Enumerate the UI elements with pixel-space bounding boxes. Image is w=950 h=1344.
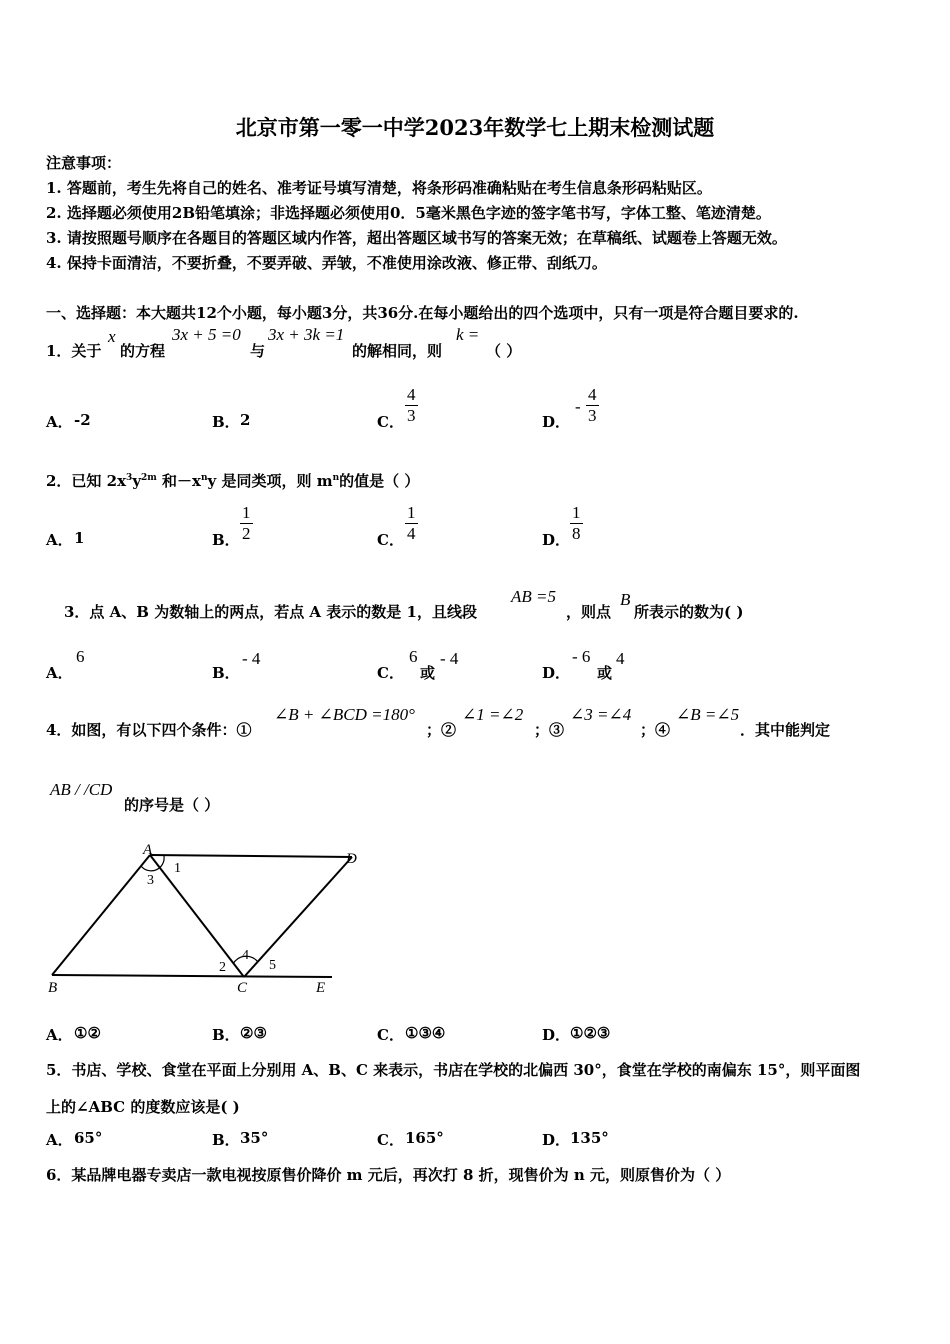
notice-heading: 注意事项： <box>46 154 122 172</box>
q5-option-d-label: D． <box>542 1131 571 1149</box>
label-angle-5: 5 <box>269 958 276 973</box>
q2-text-2: y <box>132 472 142 490</box>
q1-text-5: （ ） <box>486 342 522 360</box>
label-e: E <box>316 980 326 996</box>
q4-option-d-label: D． <box>542 1026 571 1044</box>
q1-option-d-fraction <box>586 385 599 426</box>
q1-c-denominator: 3 <box>407 406 416 425</box>
q5-line-1: 5．书店、学校、食堂在平面上分别用 A、B、C 来表示，书店在学校的北偏西 30°，食堂在学校的南偏东 15°，则平面图 <box>46 1061 861 1079</box>
q3-option-c-1: 6 <box>409 647 418 666</box>
label-d: D <box>346 851 357 867</box>
q3-equation: AB =5 <box>511 587 556 606</box>
q3-var-b: B <box>620 590 631 609</box>
q4-option-d: ①②③ <box>570 1024 611 1042</box>
q1-d-sign: - <box>575 397 581 416</box>
q5-option-c-label: C． <box>377 1131 404 1149</box>
q2-option-d-label: D． <box>542 531 571 549</box>
q4-condition-3: ∠3 =∠4 <box>570 705 632 724</box>
q4-text-2: ．其中能判定 <box>740 721 831 739</box>
q1-option-c-label: C． <box>377 413 404 431</box>
q3-option-c-or: 或 <box>420 664 436 682</box>
q3-option-a-label: A． <box>46 664 73 682</box>
q2-text-1: 2．已知 2x <box>46 472 127 490</box>
q3-option-b-label: B． <box>212 664 240 682</box>
q2-text-5: 的值是（ ） <box>339 472 420 490</box>
q1-text-1: 1．关于 <box>46 342 102 360</box>
q1-equation-1: 3x + 5 =0 <box>172 325 241 344</box>
q4-condition-4: ∠B =∠5 <box>676 705 740 724</box>
q5-option-c: 165° <box>405 1129 444 1147</box>
label-b: B <box>48 980 58 996</box>
q4-text-3: 的序号是（ ） <box>124 796 220 814</box>
q1-text-2: 的方程 <box>120 342 166 360</box>
q5-option-d: 135° <box>570 1129 609 1147</box>
q3-option-c-2: - 4 <box>440 649 459 668</box>
q2-b-numerator: 1 <box>242 503 251 522</box>
q2-b-denominator: 2 <box>242 524 251 543</box>
segment-ad <box>150 855 352 857</box>
q4-figure <box>40 835 357 1000</box>
q2-d-denominator: 8 <box>572 524 581 543</box>
q2-option-b-fraction <box>240 503 253 544</box>
notice-item-1: 1. 答题前，考生先将自己的姓名、准考证号填写清楚，将条形码准确粘贴在考生信息条形码粘贴区。 <box>46 179 712 197</box>
q5-option-a-label: A． <box>46 1131 73 1149</box>
q4-sep-1: ；② <box>426 721 457 739</box>
segment-be <box>52 975 332 977</box>
q4-sep-3: ；④ <box>640 721 671 739</box>
q4-option-c-label: C． <box>377 1026 404 1044</box>
q3-option-b: - 4 <box>242 649 261 668</box>
q5-option-b-label: B． <box>212 1131 240 1149</box>
q2-sup-1: 3 <box>126 473 133 483</box>
label-angle-2: 2 <box>219 960 226 975</box>
q1-var-k: k = <box>456 325 480 344</box>
q3-option-c-label: C． <box>377 664 404 682</box>
question-2-stem <box>46 470 419 491</box>
q2-sup-2: 2m <box>141 473 157 483</box>
q1-equation-2: 3x + 3k =1 <box>268 325 345 344</box>
notice-item-3: 3. 请按照题号顺序在各题目的答题区域内作答，超出答题区域书写的答案无效；在草稿纸、试题卷上答题无效。 <box>46 229 787 247</box>
q5-line-2: 上的∠ABC 的度数应该是( ) <box>46 1098 240 1116</box>
label-c: C <box>237 980 248 996</box>
q5-option-a: 65° <box>74 1129 103 1147</box>
q4-condition-1: ∠B + ∠BCD =180° <box>274 705 415 724</box>
notice-item-4: 4. 保持卡面清洁，不要折叠，不要弄破、弄皱，不准使用涂改液、修正带、刮纸刀。 <box>46 254 607 272</box>
q1-d-numerator: 4 <box>588 385 597 404</box>
q2-option-c-fraction <box>405 503 418 544</box>
segment-cd <box>244 857 352 977</box>
q3-text-1: 3．点 A、B 为数轴上的两点，若点 A 表示的数是 1，且线段 <box>64 603 477 621</box>
q4-sep-2: ；③ <box>534 721 565 739</box>
q2-d-numerator: 1 <box>572 503 581 522</box>
label-angle-4: 4 <box>242 948 249 963</box>
q4-option-b-label: B． <box>212 1026 240 1044</box>
q4-option-a: ①② <box>74 1024 101 1042</box>
segment-ab <box>52 855 150 975</box>
label-a: A <box>143 842 153 858</box>
q2-option-a: 1 <box>74 529 85 547</box>
q2-text-4: y 是同类项，则 m <box>207 472 333 490</box>
q1-option-c-fraction <box>405 385 418 426</box>
q3-text-2: ，则点 <box>566 603 612 621</box>
q1-option-a: -2 <box>74 411 91 429</box>
q6-stem: 6．某品牌电器专卖店一款电视按原售价降价 m 元后，再次打 8 折，现售价为 n 元，则原售价为（ ） <box>46 1166 731 1184</box>
q4-option-c: ①③④ <box>405 1024 446 1042</box>
q1-c-numerator: 4 <box>407 385 416 404</box>
q4-text-1: 4．如图，有以下四个条件：① <box>46 721 252 739</box>
q1-option-d-label: D． <box>542 413 571 431</box>
q2-option-b-label: B． <box>212 531 240 549</box>
section-heading: 一、选择题：本大题共12个小题，每小题3分，共36分.在每小题给出的四个选项中，只有一项是符合题目要求的. <box>46 304 799 322</box>
q3-option-d-1: - 6 <box>572 647 591 666</box>
q2-c-denominator: 4 <box>407 524 416 543</box>
label-angle-3: 3 <box>147 873 154 888</box>
q2-c-numerator: 1 <box>407 503 416 522</box>
q4-option-a-label: A． <box>46 1026 73 1044</box>
q1-option-b: 2 <box>240 411 251 429</box>
q1-text-4: 的解相同，则 <box>352 342 443 360</box>
q1-var-x: x <box>108 327 116 346</box>
q4-parallel: AB / /CD <box>50 780 113 799</box>
q2-sup-3: n <box>201 473 208 483</box>
q4-option-b: ②③ <box>240 1024 267 1042</box>
notice-item-2: 2. 选择题必须使用2B铅笔填涂；非选择题必须使用0．5毫米黑色字迹的签字笔书写，字体工整、笔迹清楚。 <box>46 204 771 222</box>
q1-option-a-label: A． <box>46 413 73 431</box>
q3-option-d-or: 或 <box>597 664 613 682</box>
q5-option-b: 35° <box>240 1129 269 1147</box>
q2-sup-4: n <box>332 473 340 483</box>
q3-option-d-label: D． <box>542 664 571 682</box>
page-title: 北京市第一零一中学2023年数学七上期末检测试题 <box>235 115 715 140</box>
q2-option-d-fraction <box>570 503 583 544</box>
label-angle-1: 1 <box>174 861 181 876</box>
q1-d-denominator: 3 <box>588 406 597 425</box>
q3-text-3: 所表示的数为( ) <box>634 603 744 621</box>
q2-text-3: 和－x <box>156 472 201 490</box>
q3-option-a: 6 <box>76 647 85 666</box>
q2-option-a-label: A． <box>46 531 73 549</box>
q2-option-c-label: C． <box>377 531 404 549</box>
q1-text-3: 与 <box>250 342 266 360</box>
q3-option-d-2: 4 <box>616 649 625 668</box>
q1-option-b-label: B． <box>212 413 240 431</box>
segment-ac <box>150 855 244 977</box>
q4-condition-2: ∠1 =∠2 <box>462 705 524 724</box>
